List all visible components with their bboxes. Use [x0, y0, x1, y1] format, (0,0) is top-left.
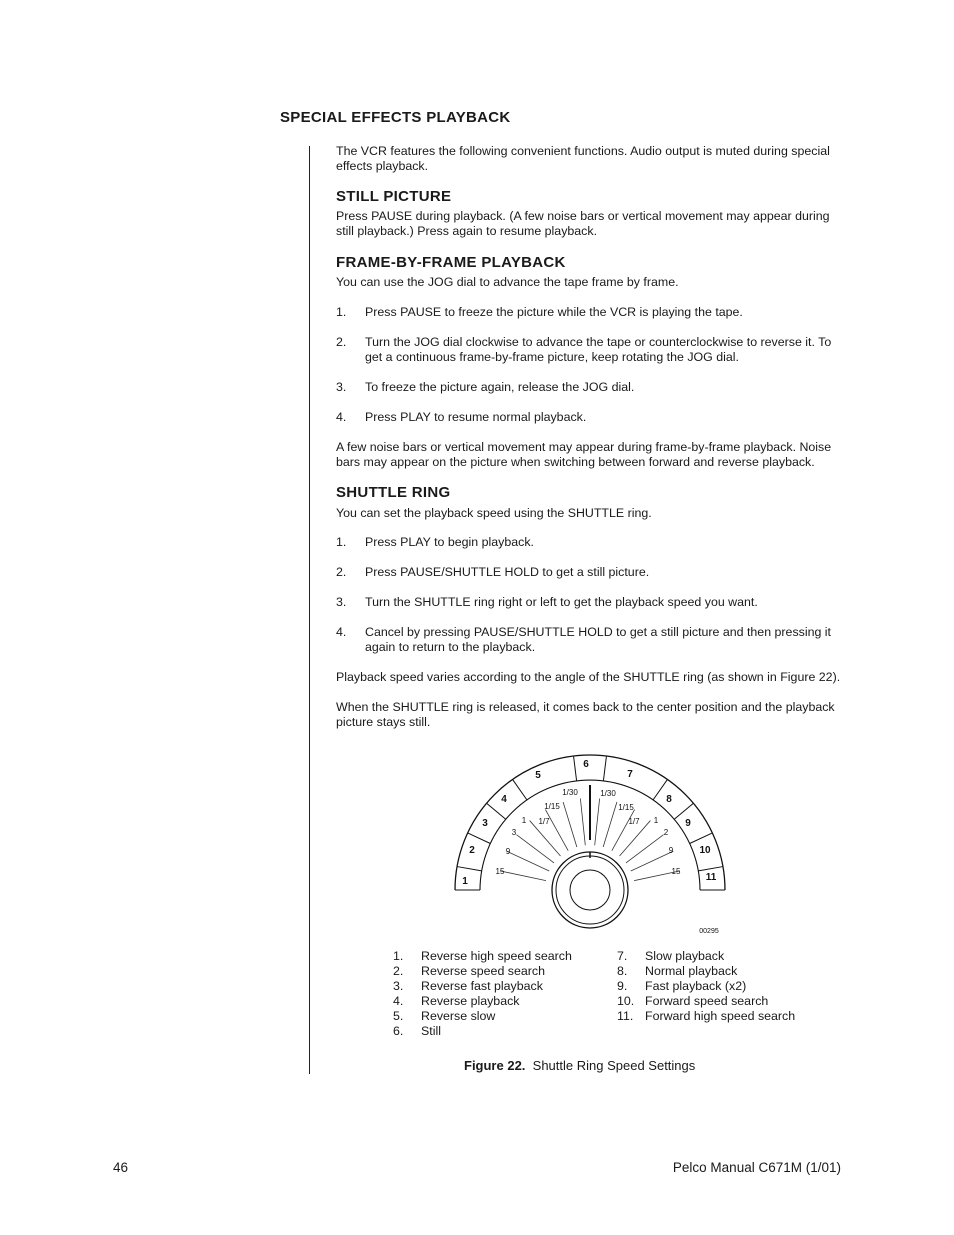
speed-line	[500, 871, 546, 881]
legend-item	[393, 1009, 572, 1024]
intro-paragraph: The VCR features the following convenient functions. Audio output is muted during special effects playback.	[336, 144, 830, 173]
speed-label: 1/7	[628, 817, 640, 826]
ring-divider	[690, 833, 713, 844]
legend-item	[393, 979, 572, 994]
speed-label: 9	[668, 846, 674, 855]
step-number: 3.	[336, 380, 347, 394]
figure-caption-text: Shuttle Ring Speed Settings	[532, 1058, 696, 1073]
speed-label: 1/15	[544, 802, 560, 811]
step-number: 3.	[336, 595, 347, 609]
step-text: Turn the JOG dial clockwise to advance the tape or counterclockwise to reverse it. To get a continuous frame-by-frame picture, keep rotating the JOG dial.	[365, 335, 832, 364]
ring-divider	[468, 833, 491, 844]
shuttle-note-angle: Playback speed varies according to the angle of the SHUTTLE ring (as shown in Figure 22).	[336, 670, 841, 684]
legend-number: 2.	[393, 964, 404, 978]
legend-number: 10.	[617, 994, 635, 1008]
segment-number: 11	[705, 872, 717, 883]
step-text: To freeze the picture again, release the JOG dial.	[365, 380, 635, 394]
legend-number: 5.	[393, 1009, 404, 1023]
shuttle-ring-diagram	[440, 745, 740, 945]
frame-intro: You can use the JOG dial to advance the tape frame by frame.	[336, 275, 679, 289]
legend-text: Reverse speed search	[421, 964, 545, 978]
shuttle-ring-heading: SHUTTLE RING	[336, 484, 451, 501]
segment-number: 1	[462, 876, 468, 887]
frame-step	[336, 305, 846, 320]
speed-label: 1	[521, 816, 527, 825]
speed-label: 1/30	[562, 788, 578, 797]
segment-number: 10	[699, 845, 711, 856]
legend-number: 4.	[393, 994, 404, 1008]
segment-number: 7	[627, 769, 633, 780]
speed-label: 2	[663, 828, 669, 837]
legend-item	[617, 994, 795, 1009]
step-number: 2.	[336, 335, 347, 349]
legend-text: Still	[421, 1024, 441, 1038]
frame-step	[336, 380, 846, 395]
speed-label: 3	[511, 828, 517, 837]
step-number: 1.	[336, 535, 347, 549]
step-number: 4.	[336, 625, 347, 639]
legend-number: 7.	[617, 949, 628, 963]
legend-number: 1.	[393, 949, 404, 963]
legend-item	[393, 949, 572, 964]
speed-line	[603, 802, 617, 847]
legend-text: Fast playback (x2)	[645, 979, 747, 993]
segment-number: 2	[469, 845, 475, 856]
segment-number: 8	[666, 794, 672, 805]
ring-divider	[603, 756, 606, 781]
shuttle-step	[336, 565, 846, 580]
legend-text: Reverse playback	[421, 994, 520, 1008]
still-picture-heading: STILL PICTURE	[336, 188, 452, 205]
figure-legend-right	[617, 949, 795, 1024]
section-heading: SPECIAL EFFECTS PLAYBACK	[280, 109, 511, 126]
shuttle-note-release: When the SHUTTLE ring is released, it comes back to the center position and the playback picture stays still.	[336, 700, 835, 729]
speed-label: 1/7	[538, 817, 550, 826]
step-text: Press PAUSE/SHUTTLE HOLD to get a still picture.	[365, 565, 650, 579]
speed-label: 1	[653, 816, 659, 825]
step-text: Press PLAY to resume normal playback.	[365, 410, 587, 424]
figure-caption-label: Figure 22.	[464, 1058, 526, 1073]
legend-item	[617, 979, 795, 994]
legend-item	[617, 964, 795, 979]
segment-number: 6	[583, 759, 589, 770]
shuttle-intro: You can set the playback speed using the SHUTTLE ring.	[336, 506, 652, 520]
legend-text: Reverse fast playback	[421, 979, 543, 993]
step-text: Turn the SHUTTLE ring right or left to get the playback speed you want.	[365, 595, 758, 609]
shuttle-step	[336, 625, 846, 655]
step-text: Press PAUSE to freeze the picture while the VCR is playing the tape.	[365, 305, 743, 319]
ring-divider	[457, 867, 482, 871]
legend-item	[393, 994, 572, 1009]
segment-number: 9	[685, 818, 691, 829]
speed-line	[563, 802, 577, 847]
speed-label: 1/30	[600, 789, 616, 798]
legend-text: Normal playback	[645, 964, 738, 978]
speed-line	[545, 810, 568, 851]
page-number: 46	[113, 1160, 129, 1175]
frame-note: A few noise bars or vertical movement may appear during frame-by-frame playback. Noise bars may appear on the picture when switching between forward and reverse playback.	[336, 440, 832, 469]
ring-divider	[487, 803, 506, 819]
step-number: 2.	[336, 565, 347, 579]
legend-text: Reverse high speed search	[421, 949, 572, 963]
legend-text: Forward high speed search	[645, 1009, 796, 1023]
step-text: Press PLAY to begin playback.	[365, 535, 534, 549]
step-number: 1.	[336, 305, 347, 319]
section-rule	[309, 146, 310, 1074]
legend-number: 3.	[393, 979, 404, 993]
legend-item	[393, 1024, 572, 1039]
legend-text: Slow playback	[645, 949, 725, 963]
speed-line	[612, 810, 635, 851]
frame-step	[336, 335, 846, 365]
shuttle-knob-outer	[552, 852, 628, 928]
still-picture-text: Press PAUSE during playback. (A few noise bars or vertical movement may appear during still playback.) Press again to resume playback.	[336, 209, 830, 238]
frame-step	[336, 410, 846, 425]
speed-line	[595, 799, 600, 846]
segment-number: 4	[501, 794, 507, 805]
legend-number: 8.	[617, 964, 628, 978]
art-code: 00295	[699, 928, 719, 935]
frame-by-frame-heading: FRAME-BY-FRAME PLAYBACK	[336, 254, 566, 271]
legend-item	[393, 964, 572, 979]
speed-line	[580, 799, 585, 846]
step-number: 4.	[336, 410, 347, 424]
ring-divider	[513, 779, 527, 799]
ring-divider	[674, 803, 693, 819]
segment-number: 5	[535, 770, 541, 781]
shuttle-step	[336, 595, 846, 610]
speed-label: 15	[671, 867, 681, 876]
legend-number: 6.	[393, 1024, 404, 1038]
ring-divider	[574, 756, 577, 781]
manual-reference: Pelco Manual C671M (1/01)	[672, 1160, 841, 1175]
figure-legend-left	[393, 949, 572, 1039]
ring-divider	[698, 867, 723, 871]
speed-label: 9	[505, 847, 511, 856]
shuttle-step	[336, 535, 846, 550]
figure-caption	[464, 1058, 695, 1073]
step-text: Cancel by pressing PAUSE/SHUTTLE HOLD to get a still picture and then pressing it again to return to the playback.	[365, 625, 832, 654]
segment-number: 3	[482, 818, 488, 829]
legend-item	[617, 1009, 795, 1024]
legend-text: Forward speed search	[645, 994, 769, 1008]
speed-label: 1/15	[618, 803, 634, 812]
legend-text: Reverse slow	[421, 1009, 496, 1023]
legend-number: 9.	[617, 979, 628, 993]
speed-label: 15	[495, 867, 505, 876]
legend-number: 11.	[617, 1009, 634, 1023]
legend-item	[617, 949, 795, 964]
